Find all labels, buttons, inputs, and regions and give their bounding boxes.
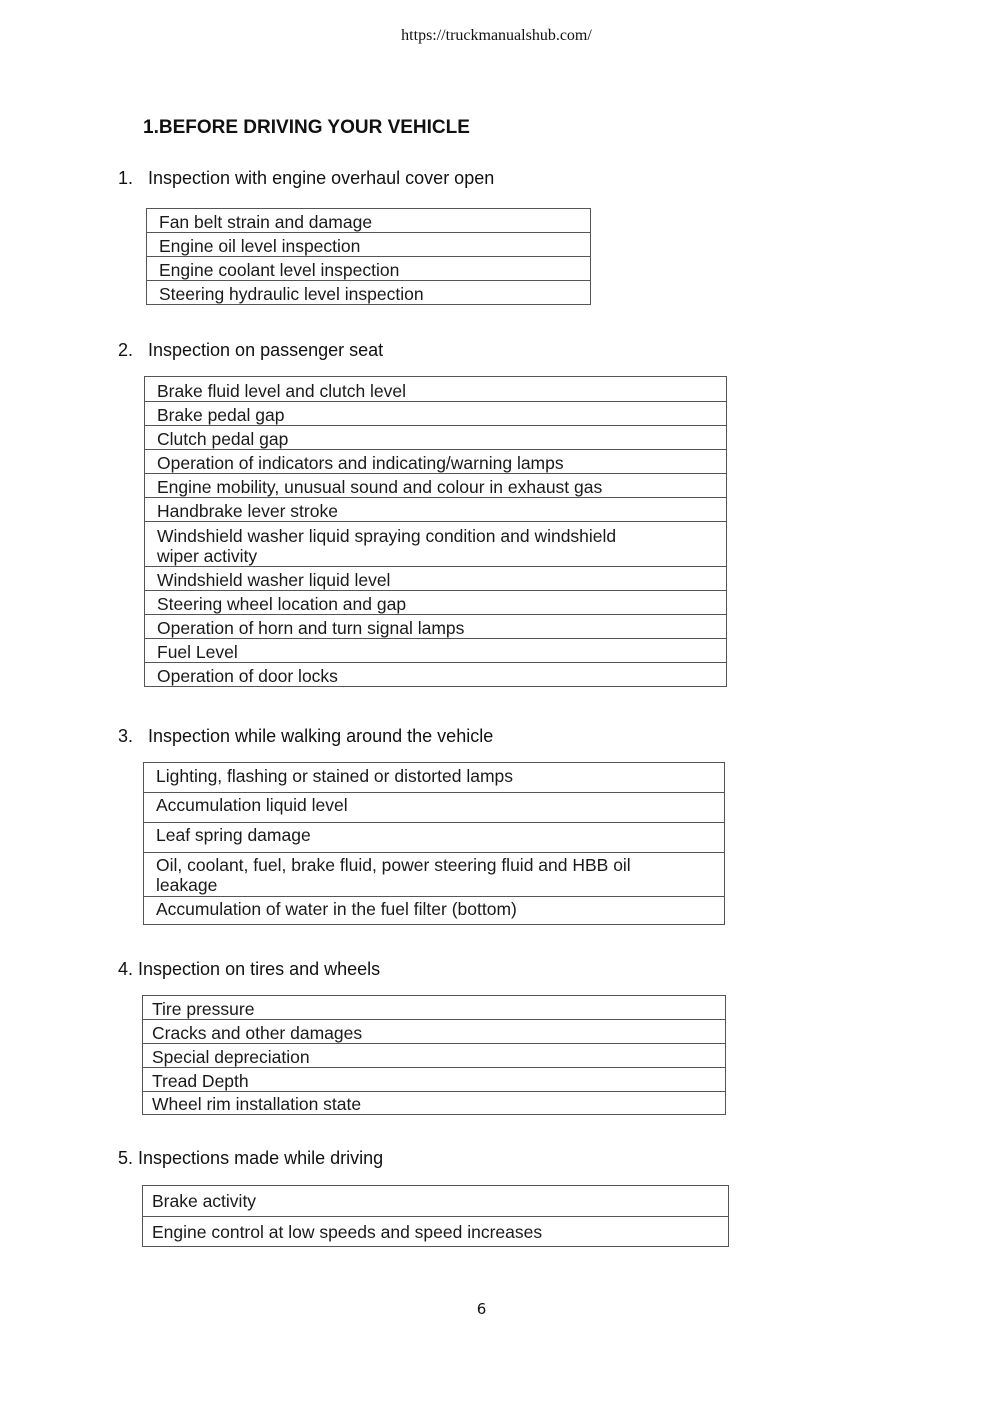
table-row: Engine control at low speeds and speed increases — [143, 1217, 729, 1247]
section-number: 2. — [118, 340, 134, 360]
table-row: Engine mobility, unusual sound and colour in exhaust gas — [145, 474, 727, 498]
page-number: 6 — [476, 1300, 487, 1318]
header-url: https://truckmanualshub.com/ — [401, 27, 592, 44]
section-number: 5. — [118, 1148, 134, 1168]
section-1-heading — [118, 168, 494, 189]
table-row: Operation of horn and turn signal lamps — [145, 615, 727, 639]
section-number: 1. — [118, 168, 134, 188]
section-3-heading — [118, 726, 493, 747]
table-row: Cracks and other damages — [143, 1020, 726, 1044]
table-row: Brake fluid level and clutch level — [145, 377, 727, 402]
section-4-heading — [118, 959, 380, 980]
section-title: Inspections made while driving — [138, 1148, 384, 1168]
section-title: Inspection with engine overhaul cover open — [148, 168, 495, 188]
table-row: Tread Depth — [143, 1068, 726, 1092]
table-row: Oil, coolant, fuel, brake fluid, power steering fluid and HBB oil leakage — [144, 853, 725, 897]
section-title: Inspection on tires and wheels — [138, 959, 381, 979]
section-3-table — [143, 762, 725, 925]
table-row: Fan belt strain and damage — [147, 209, 591, 233]
table-row: Engine coolant level inspection — [147, 257, 591, 281]
table-row: Special depreciation — [143, 1044, 726, 1068]
table-row: Lighting, flashing or stained or distorted lamps — [144, 763, 725, 793]
table-row: Accumulation liquid level — [144, 793, 725, 823]
table-row: Leaf spring damage — [144, 823, 725, 853]
section-4-table — [142, 995, 726, 1115]
section-1-table — [146, 208, 591, 305]
table-row: Steering hydraulic level inspection — [147, 281, 591, 305]
table-row: Brake pedal gap — [145, 402, 727, 426]
section-number: 3. — [118, 726, 134, 746]
table-row: Operation of indicators and indicating/warning lamps — [145, 450, 727, 474]
table-row: Tire pressure — [143, 996, 726, 1020]
section-5-table — [142, 1185, 729, 1247]
table-row: Handbrake lever stroke — [145, 498, 727, 522]
table-row: Steering wheel location and gap — [145, 591, 727, 615]
section-2-table — [144, 376, 727, 687]
table-row: Clutch pedal gap — [145, 426, 727, 450]
section-number: 4. — [118, 959, 134, 979]
table-row: Accumulation of water in the fuel filter (bottom) — [144, 897, 725, 925]
table-row: Engine oil level inspection — [147, 233, 591, 257]
table-row: Windshield washer liquid level — [145, 567, 727, 591]
table-row: Windshield washer liquid spraying condition and windshield wiper activity — [145, 522, 727, 567]
section-2-heading — [118, 340, 383, 361]
table-row: Brake activity — [143, 1186, 729, 1217]
section-title: Inspection on passenger seat — [148, 340, 384, 360]
table-row: Wheel rim installation state — [143, 1092, 726, 1115]
page-title: 1.BEFORE DRIVING YOUR VEHICLE — [143, 117, 470, 138]
section-5-heading — [118, 1148, 383, 1169]
section-title: Inspection while walking around the vehicle — [148, 726, 494, 746]
table-row: Operation of door locks — [145, 663, 727, 687]
table-row: Fuel Level — [145, 639, 727, 663]
